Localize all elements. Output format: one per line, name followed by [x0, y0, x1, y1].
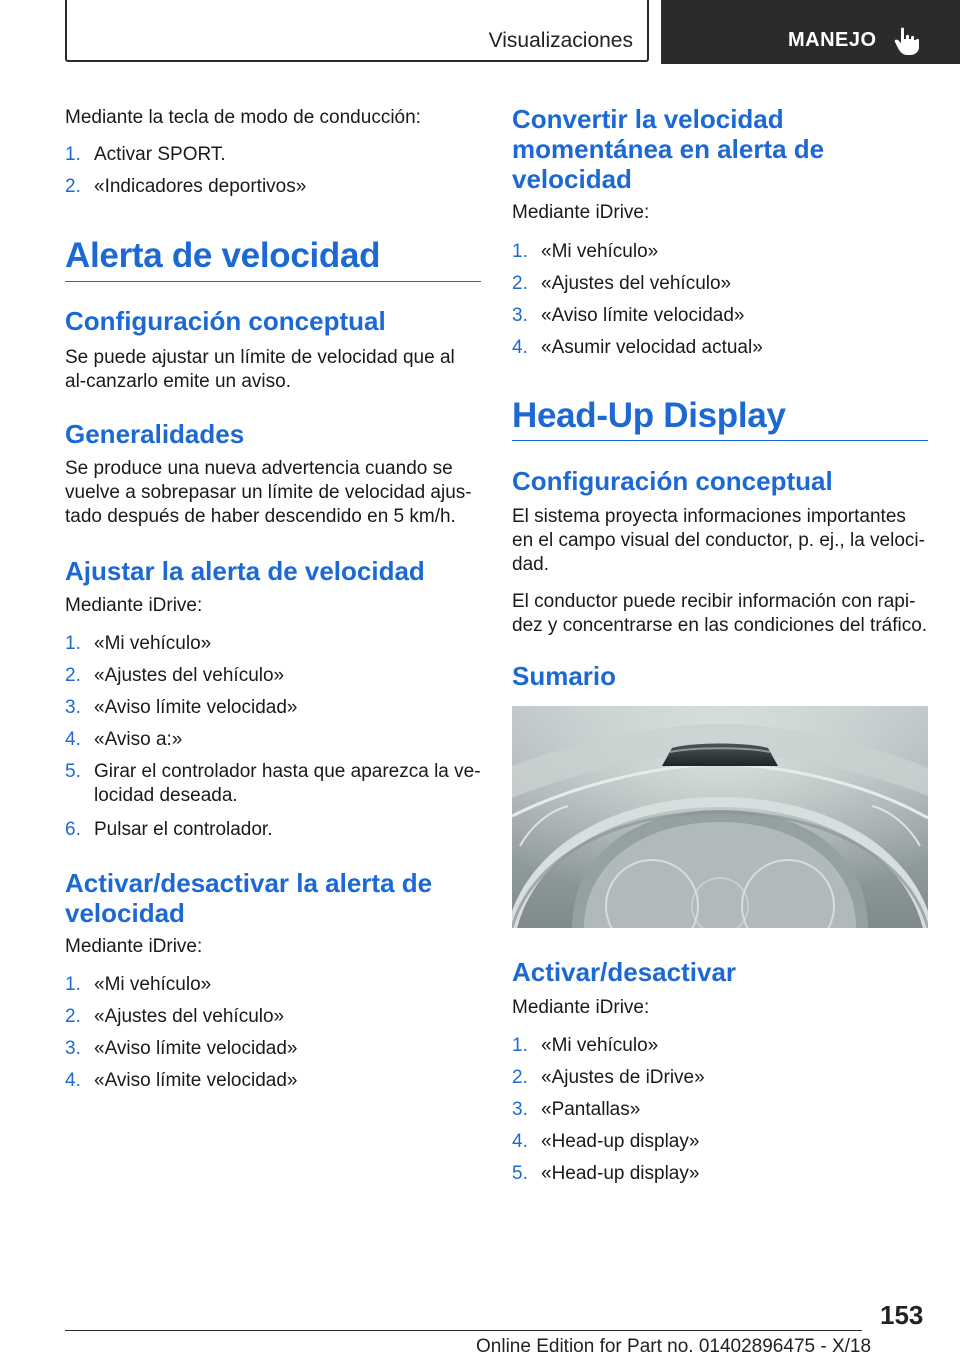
page-number: 153: [880, 1300, 924, 1330]
section-tab: [65, 0, 649, 62]
subsection-heading: Configuración conceptual: [65, 306, 386, 336]
subsection-heading: Generalidades: [65, 419, 245, 449]
body-text: Mediante iDrive:: [65, 936, 203, 957]
body-text: Mediante iDrive:: [512, 202, 650, 223]
intro-text: Mediante la tecla de modo de conducción:: [65, 107, 421, 128]
section-heading: Head-Up Display: [512, 396, 786, 435]
body-text: El sistema proyecta informaciones importantes en el campo visual del conductor, p. ej., la veloci-dad.: [512, 506, 925, 575]
body-text: Se produce una nueva advertencia cuando se vuelve a sobrepasar un límite de velocidad ajus-tado después de haber descendido en 5 km/h.: [65, 458, 472, 527]
subsection-heading: Sumario: [512, 661, 617, 691]
heading-rule: [65, 281, 481, 282]
body-text: El conductor puede recibir información con rapi-dez y concentrarse en las condiciones del tráfico.: [512, 591, 928, 636]
body-text: Se puede ajustar un límite de velocidad que al al-canzarlo emite un aviso.: [65, 347, 455, 392]
hand-pointer-icon: [893, 26, 921, 56]
heading-rule: [512, 440, 928, 441]
dashboard-photo: [512, 706, 928, 928]
subsection-heading: Convertir la velocidad momentánea en alerta de velocidad: [512, 104, 825, 194]
dashboard-illustration: [512, 706, 928, 928]
section-title: Visualizaciones: [488, 29, 633, 52]
body-text: Mediante iDrive:: [512, 997, 650, 1018]
section-heading: Alerta de velocidad: [65, 236, 381, 275]
chapter-title: MANEJO: [788, 29, 877, 51]
edition-footer: Online Edition for Part no. 01402896475 - X/18: [476, 1336, 872, 1357]
body-text: Mediante iDrive:: [65, 595, 203, 616]
subsection-heading: Configuración conceptual: [512, 466, 833, 496]
footer-rule: [65, 1330, 862, 1331]
subsection-heading: Activar/desactivar la alerta de velocidad: [65, 868, 433, 928]
subsection-heading: Ajustar la alerta de velocidad: [65, 556, 425, 586]
subsection-heading: Activar/desactivar: [512, 957, 737, 987]
